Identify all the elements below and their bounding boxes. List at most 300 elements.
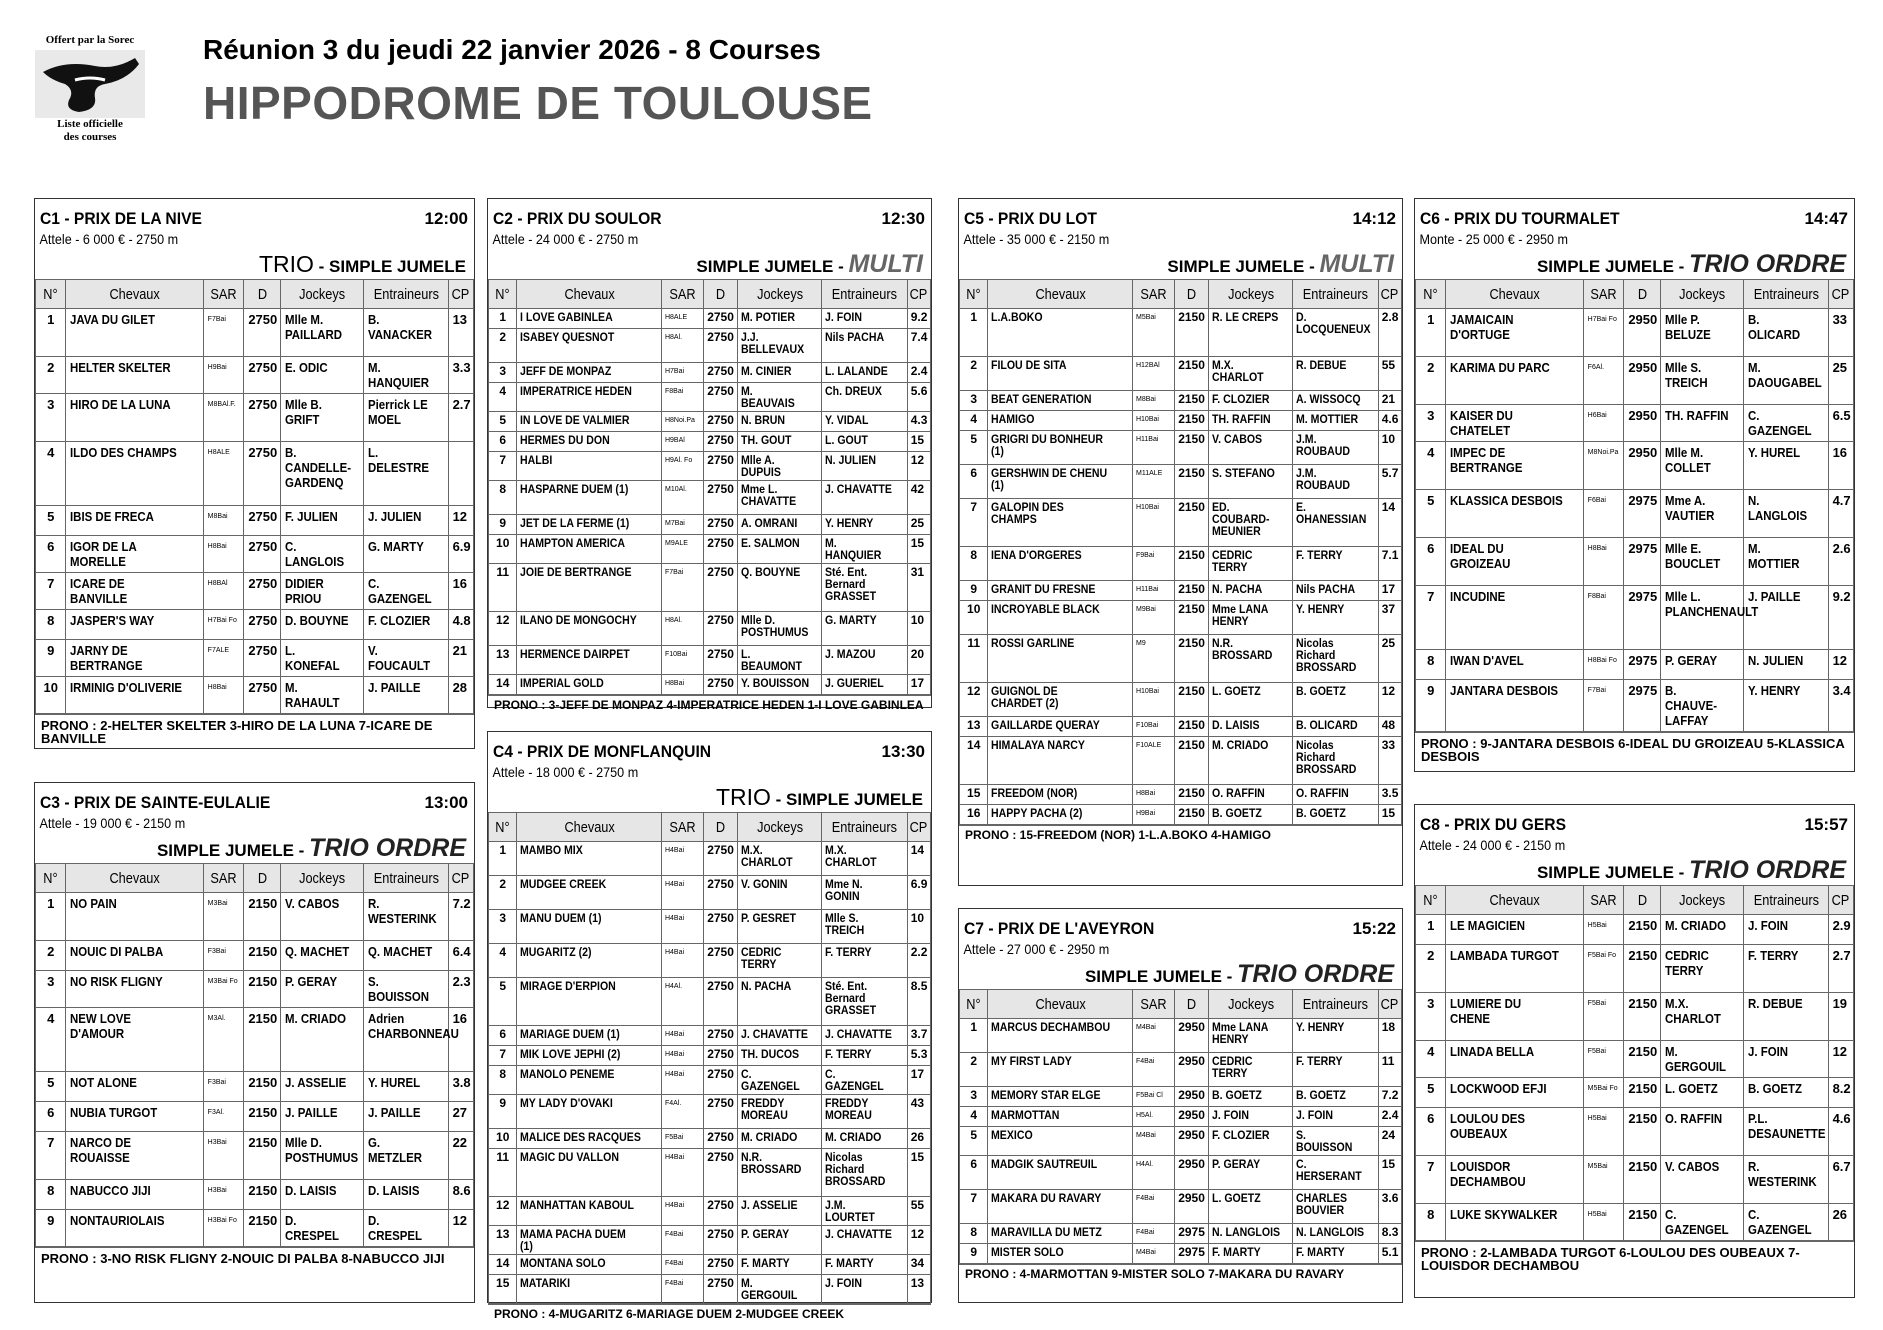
race-distance: 2150 — [244, 1132, 281, 1180]
runners-table — [35, 863, 474, 1247]
race-card-c5 — [958, 198, 1403, 886]
runner-number: 8 — [489, 481, 517, 515]
race-title: C4 - PRIX DE MONFLANQUIN — [493, 742, 712, 761]
trainer-name: J. PAILLE — [364, 677, 448, 714]
horse-name: MUDGEE CREEK — [517, 876, 662, 910]
odds-value: 2.7 — [1828, 945, 1853, 993]
runner-number: 2 — [36, 941, 66, 971]
horse-name: NOUIC DI PALBA — [66, 941, 203, 971]
odds-value: 6.9 — [907, 876, 930, 910]
odds-value: 2.9 — [1828, 915, 1853, 945]
odds-value: 25 — [1828, 357, 1853, 405]
race-distance: 2750 — [704, 675, 738, 695]
race-distance: 2150 — [1624, 945, 1661, 993]
runner-row — [1416, 1108, 1854, 1156]
jockey-name: Y. BOUISSON — [737, 675, 821, 695]
horse-name: NABUCCO JIJI — [66, 1180, 203, 1210]
horse-name: HAMIGO — [988, 411, 1133, 431]
trainer-name: FREDDY MOREAU — [822, 1095, 907, 1129]
runner-number: 5 — [489, 412, 517, 432]
trainer-name: L. LALANDE — [822, 363, 907, 383]
horse-name: NO RISK FLIGNY — [66, 971, 203, 1008]
col-header-jockey: Jockeys — [737, 813, 821, 842]
horse-sar: M9Bai — [1132, 601, 1174, 635]
horse-name: ISABEY QUESNOT — [517, 329, 662, 363]
race-distance: 2950 — [1175, 1107, 1209, 1127]
horse-sar: H4Bai — [661, 944, 703, 978]
runner-number: 8 — [36, 610, 66, 640]
race-card-c3 — [34, 782, 475, 1303]
horse-name: IMPERIAL GOLD — [517, 675, 662, 695]
trainer-name: Ch. DREUX — [822, 383, 907, 412]
race-card-c1 — [34, 198, 475, 749]
col-header-horse: Chevaux — [988, 990, 1133, 1019]
race-distance: 2975 — [1624, 650, 1661, 680]
col-header-num: N° — [960, 990, 988, 1019]
odds-value: 48 — [1378, 717, 1401, 737]
bet-secondary: SIMPLE JUMELE - — [156, 841, 310, 860]
odds-value: 2.6 — [1828, 538, 1853, 586]
col-header-cp: CP — [448, 864, 473, 893]
col-header-num: N° — [960, 280, 988, 309]
runner-number: 6 — [1416, 1108, 1446, 1156]
runner-row — [489, 1149, 931, 1197]
jockey-name: P. GESRET — [737, 910, 821, 944]
runner-number: 2 — [1416, 945, 1446, 993]
race-distance: 2150 — [1624, 1041, 1661, 1078]
runner-number: 14 — [489, 1255, 517, 1275]
runner-number: 12 — [489, 1197, 517, 1226]
runner-row — [489, 309, 931, 329]
race-prono: PRONO : 2-HELTER SKELTER 3-HIRO DE LA LUNA 7-ICARE DE BANVILLE — [35, 714, 474, 749]
runner-row — [1416, 945, 1854, 993]
jockey-name: B. GOETZ — [1208, 1087, 1292, 1107]
jockey-name: Mlle L. PLANCHENAULT — [1660, 586, 1743, 650]
col-header-dist: D — [1624, 886, 1661, 915]
horse-sar: F4Bai — [661, 1226, 703, 1255]
race-header — [959, 199, 1402, 229]
race-distance: 2750 — [244, 309, 281, 357]
race-header — [959, 909, 1402, 939]
col-header-jockey: Jockeys — [1208, 280, 1292, 309]
horse-name: IGOR DE LA MORELLE — [66, 536, 203, 573]
trainer-name: J. GUERIEL — [822, 675, 907, 695]
horse-sar: M3Bai Fo — [203, 971, 244, 1008]
horse-name: NEW LOVE D'AMOUR — [66, 1008, 203, 1072]
bet-primary: TRIO ORDRE — [309, 834, 466, 862]
runner-number: 1 — [489, 842, 517, 876]
horse-sar: M5Bai — [1132, 309, 1174, 357]
odds-value: 17 — [1378, 581, 1401, 601]
runner-row — [36, 309, 474, 357]
odds-value: 6.4 — [448, 941, 473, 971]
race-distance: 2150 — [1624, 915, 1661, 945]
odds-value: 3.4 — [1828, 680, 1853, 732]
horse-name: MATARIKI — [517, 1275, 662, 1304]
jockey-name: F. MARTY — [737, 1255, 821, 1275]
runner-row — [960, 411, 1402, 431]
jockey-name: ED. COUBARD-MEUNIER — [1208, 499, 1292, 547]
race-distance: 2950 — [1175, 1087, 1209, 1107]
horse-sar: M4Bai — [1132, 1019, 1174, 1053]
odds-value: 34 — [907, 1255, 930, 1275]
odds-value: 5.1 — [1378, 1244, 1401, 1264]
horse-name: JARNY DE BERTRANGE — [66, 640, 203, 677]
jockey-name: R. LE CREPS — [1208, 309, 1292, 357]
col-header-dist: D — [1624, 280, 1661, 309]
horse-sar: F4Bai — [661, 1275, 703, 1304]
runner-row — [489, 329, 931, 363]
col-header-horse: Chevaux — [1446, 886, 1583, 915]
col-header-jockey: Jockeys — [1660, 886, 1743, 915]
col-header-cp: CP — [1828, 280, 1853, 309]
runner-row — [1416, 650, 1854, 680]
col-header-cp: CP — [907, 280, 930, 309]
col-header-jockey: Jockeys — [1660, 280, 1743, 309]
trainer-name: J.M. ROUBAUD — [1293, 465, 1378, 499]
runner-row — [489, 564, 931, 612]
bet-types — [35, 833, 474, 863]
col-header-dist: D — [1175, 990, 1209, 1019]
race-distance: 2750 — [244, 610, 281, 640]
trainer-name: J. CHAVATTE — [822, 1226, 907, 1255]
runner-row — [960, 581, 1402, 601]
col-header-num: N° — [489, 280, 517, 309]
horse-name: GALOPIN DES CHAMPS — [988, 499, 1133, 547]
race-distance: 2150 — [1175, 309, 1209, 357]
runner-row — [1416, 1041, 1854, 1078]
runner-number: 7 — [1416, 1156, 1446, 1204]
race-time: 15:22 — [1352, 919, 1396, 938]
runner-number: 1 — [36, 309, 66, 357]
horse-sar: H4Bai — [661, 842, 703, 876]
bet-types — [959, 249, 1402, 279]
odds-value: 3.3 — [448, 357, 473, 394]
runner-row — [960, 805, 1402, 825]
odds-value: 10 — [1378, 431, 1401, 465]
horse-name: HELTER SKELTER — [66, 357, 203, 394]
odds-value: 5.3 — [907, 1046, 930, 1066]
horse-sar: H5Bai — [1583, 915, 1624, 945]
runner-number: 5 — [960, 1127, 988, 1156]
jockey-name: Mme LANA HENRY — [1208, 601, 1292, 635]
horse-sar: F6Al. — [1583, 357, 1624, 405]
col-header-trainer: Entraineurs — [364, 864, 448, 893]
horse-sar: H8Al. — [661, 612, 703, 646]
race-distance: 2750 — [244, 677, 281, 714]
col-header-cp: CP — [448, 280, 473, 309]
runner-number: 7 — [36, 573, 66, 610]
horse-name: MARMOTTAN — [988, 1107, 1133, 1127]
horse-name: MALICE DES RACQUES — [517, 1129, 662, 1149]
col-header-horse: Chevaux — [988, 280, 1133, 309]
runner-number: 5 — [1416, 490, 1446, 538]
runner-row — [489, 412, 931, 432]
jockey-name: E. ODIC — [280, 357, 363, 394]
runner-number: 7 — [1416, 586, 1446, 650]
jockey-name: J.J. BELLEVAUX — [737, 329, 821, 363]
runner-row — [960, 1087, 1402, 1107]
table-header-row — [1416, 886, 1854, 915]
trainer-name: G. MARTY — [822, 612, 907, 646]
runner-number: 9 — [36, 640, 66, 677]
odds-value: 7.4 — [907, 329, 930, 363]
race-distance: 2750 — [704, 1197, 738, 1226]
odds-value: 12 — [448, 506, 473, 536]
horse-sar: H8Bai — [661, 675, 703, 695]
trainer-name: R. DEBUE — [1744, 993, 1828, 1041]
jockey-name: Mme LANA HENRY — [1208, 1019, 1292, 1053]
odds-value: 10 — [907, 612, 930, 646]
runner-number: 3 — [36, 971, 66, 1008]
odds-value: 2.3 — [448, 971, 473, 1008]
odds-value: 21 — [448, 640, 473, 677]
odds-value: 13 — [448, 309, 473, 357]
runner-number: 2 — [489, 329, 517, 363]
runner-row — [960, 635, 1402, 683]
jockey-name: F. MARTY — [1208, 1244, 1292, 1264]
race-distance: 2750 — [704, 842, 738, 876]
runner-number: 5 — [1416, 1078, 1446, 1108]
odds-value: 2.4 — [907, 363, 930, 383]
odds-value: 21 — [1378, 391, 1401, 411]
race-distance: 2150 — [1175, 601, 1209, 635]
runner-row — [489, 363, 931, 383]
runner-number: 9 — [36, 1210, 66, 1247]
trainer-name: R. DEBUE — [1293, 357, 1378, 391]
race-distance: 2150 — [1175, 465, 1209, 499]
odds-value: 15 — [907, 1149, 930, 1197]
race-distance: 2750 — [704, 1275, 738, 1304]
race-distance: 2750 — [704, 876, 738, 910]
runner-number: 1 — [1416, 309, 1446, 357]
jockey-name: TH. RAFFIN — [1208, 411, 1292, 431]
race-distance: 2975 — [1624, 680, 1661, 732]
race-conditions: Attele - 27 000 € - 2950 m — [963, 941, 1110, 957]
horse-name: HAMPTON AMERICA — [517, 535, 662, 564]
runner-number: 8 — [960, 1224, 988, 1244]
runner-number: 4 — [489, 944, 517, 978]
odds-value: 12 — [907, 452, 930, 481]
jockey-name: O. RAFFIN — [1208, 785, 1292, 805]
runner-row — [36, 677, 474, 714]
trainer-name: M.X. CHARLOT — [822, 842, 907, 876]
odds-value: 26 — [1828, 1204, 1853, 1241]
race-distance: 2750 — [704, 329, 738, 363]
horse-sar: H9Al. Fo — [661, 452, 703, 481]
odds-value: 25 — [1378, 635, 1401, 683]
col-header-num: N° — [1416, 886, 1446, 915]
col-header-dist: D — [244, 864, 281, 893]
runner-row — [489, 1226, 931, 1255]
jockey-name: P. GERAY — [1208, 1156, 1292, 1190]
horse-name: HAPPY PACHA (2) — [988, 805, 1133, 825]
runner-number: 9 — [1416, 680, 1446, 732]
runner-row — [489, 1095, 931, 1129]
col-header-cp: CP — [1378, 990, 1401, 1019]
jockey-name: Mlle D. POSTHUMUS — [737, 612, 821, 646]
runner-number: 2 — [1416, 357, 1446, 405]
race-distance: 2950 — [1624, 357, 1661, 405]
race-conditions: Monte - 25 000 € - 2950 m — [1419, 231, 1568, 247]
horse-sar: F5Bai — [1583, 993, 1624, 1041]
horse-sar: H4Bai — [661, 1066, 703, 1095]
jockey-name: M.X. CHARLOT — [737, 842, 821, 876]
col-header-cp: CP — [907, 813, 930, 842]
race-title: C6 - PRIX DU TOURMALET — [1420, 209, 1620, 228]
horse-sar: H4Bai — [661, 1197, 703, 1226]
race-conditions: Attele - 18 000 € - 2750 m — [492, 764, 639, 780]
runner-row — [960, 391, 1402, 411]
horse-name: MONTANA SOLO — [517, 1255, 662, 1275]
runner-row — [1416, 442, 1854, 490]
trainer-name: Q. MACHET — [364, 941, 448, 971]
race-distance: 2750 — [704, 309, 738, 329]
runner-number: 1 — [36, 893, 66, 941]
odds-value: 8.6 — [448, 1180, 473, 1210]
horse-name: NO PAIN — [66, 893, 203, 941]
jockey-name: Mlle D. POSTHUMUS — [280, 1132, 363, 1180]
race-title: C8 - PRIX DU GERS — [1420, 815, 1567, 834]
race-distance: 2150 — [1175, 581, 1209, 601]
jockey-name: N.R. BROSSARD — [737, 1149, 821, 1197]
horse-name: MARCUS DECHAMBOU — [988, 1019, 1133, 1053]
runner-row — [36, 506, 474, 536]
jockey-name: M. RAHAULT — [280, 677, 363, 714]
horse-sar: H5Bai — [1583, 1108, 1624, 1156]
horse-sar: F6Bai — [1583, 490, 1624, 538]
col-header-num: N° — [36, 864, 66, 893]
bet-types — [35, 249, 474, 279]
trainer-name: F. TERRY — [1744, 945, 1828, 993]
runner-row — [36, 394, 474, 442]
jockey-name: Mlle S. TREICH — [1660, 357, 1743, 405]
trainer-name: C. HERSERANT — [1293, 1156, 1378, 1190]
trainer-name: G. METZLER — [364, 1132, 448, 1180]
race-distance: 2975 — [1175, 1224, 1209, 1244]
jockey-name: M. CRIADO — [1660, 915, 1743, 945]
runner-row — [1416, 1204, 1854, 1241]
horse-name: IMPERATRICE HEDEN — [517, 383, 662, 412]
col-header-sar: SAR — [661, 813, 703, 842]
jockey-name: Mlle A. DUPUIS — [737, 452, 821, 481]
jockey-name: L. GOETZ — [1208, 1190, 1292, 1224]
runner-row — [960, 717, 1402, 737]
horse-sar: H10Bai — [1132, 683, 1174, 717]
runner-row — [36, 573, 474, 610]
runner-row — [489, 535, 931, 564]
runner-row — [489, 1255, 931, 1275]
col-header-trainer: Entraineurs — [364, 280, 448, 309]
trainer-name: Y. HUREL — [364, 1072, 448, 1102]
horse-sar: M5Bai Fo — [1583, 1078, 1624, 1108]
race-distance: 2150 — [244, 1210, 281, 1247]
runner-row — [489, 978, 931, 1026]
odds-value: 2.8 — [1378, 309, 1401, 357]
trainer-name: F. MARTY — [822, 1255, 907, 1275]
horse-name: INCROYABLE BLACK — [988, 601, 1133, 635]
jockey-name: Mme A. VAUTIER — [1660, 490, 1743, 538]
odds-value: 25 — [907, 515, 930, 535]
odds-value: 12 — [1828, 650, 1853, 680]
horse-name: JASPER'S WAY — [66, 610, 203, 640]
horse-sar: H6Bai — [1583, 405, 1624, 442]
runner-row — [36, 442, 474, 506]
horse-name: LUMIERE DU CHENE — [1446, 993, 1583, 1041]
race-distance: 2150 — [244, 1008, 281, 1072]
col-header-sar: SAR — [203, 280, 244, 309]
trainer-name: J. FOIN — [1744, 915, 1828, 945]
odds-value: 27 — [448, 1102, 473, 1132]
odds-value: 5.6 — [907, 383, 930, 412]
horse-name: GAILLARDE QUERAY — [988, 717, 1133, 737]
runner-row — [960, 1224, 1402, 1244]
odds-value: 6.9 — [448, 536, 473, 573]
horse-sar: H4Al. — [661, 978, 703, 1026]
horse-sar: F5Bai — [661, 1129, 703, 1149]
trainer-name: J. FOIN — [1293, 1107, 1378, 1127]
horse-sar: F10ALE — [1132, 737, 1174, 785]
horse-sar: F3Al. — [203, 1102, 244, 1132]
runner-row — [960, 1053, 1402, 1087]
odds-value: 3.5 — [1378, 785, 1401, 805]
odds-value: 2.7 — [448, 394, 473, 442]
race-distance: 2975 — [1624, 538, 1661, 586]
horse-sar: H5Bai — [1583, 1204, 1624, 1241]
race-distance: 2975 — [1624, 490, 1661, 538]
jockey-name: Mlle M. PAILLARD — [280, 309, 363, 357]
odds-value: 11 — [1378, 1053, 1401, 1087]
race-title: C3 - PRIX DE SAINTE-EULALIE — [40, 793, 271, 812]
race-distance: 2950 — [1175, 1053, 1209, 1087]
odds-value: 17 — [907, 1066, 930, 1095]
race-distance: 2750 — [704, 944, 738, 978]
horse-sar: H9BAl — [661, 432, 703, 452]
odds-value: 7.2 — [448, 893, 473, 941]
race-distance: 2150 — [1624, 993, 1661, 1041]
horse-sar: M11ALE — [1132, 465, 1174, 499]
trainer-name: S. BOUISSON — [364, 971, 448, 1008]
race-distance: 2750 — [704, 412, 738, 432]
runner-number: 6 — [36, 1102, 66, 1132]
odds-value: 2.2 — [907, 944, 930, 978]
trainer-name: J. CHAVATTE — [822, 1026, 907, 1046]
runner-number: 14 — [960, 737, 988, 785]
horse-name: IENA D'ORGERES — [988, 547, 1133, 581]
jockey-name: C. LANGLOIS — [280, 536, 363, 573]
bet-primary: TRIO ORDRE — [1237, 960, 1394, 988]
race-distance: 2150 — [1175, 717, 1209, 737]
col-header-trainer: Entraineurs — [1293, 280, 1378, 309]
runner-number: 4 — [960, 1107, 988, 1127]
trainer-name: J.M. LOURTET — [822, 1197, 907, 1226]
col-header-trainer: Entraineurs — [1744, 886, 1828, 915]
horse-sar: F5Bai Cl — [1132, 1087, 1174, 1107]
race-header — [488, 732, 931, 762]
table-header-row — [960, 990, 1402, 1019]
odds-value: 5.7 — [1378, 465, 1401, 499]
race-distance: 2750 — [704, 1129, 738, 1149]
bet-secondary: - SIMPLE JUMELE — [770, 790, 923, 809]
race-distance: 2750 — [704, 1095, 738, 1129]
trainer-name: F. CLOZIER — [364, 610, 448, 640]
bet-types — [1415, 855, 1854, 885]
horse-name: MADGIK SAUTREUIL — [988, 1156, 1133, 1190]
jockey-name: Mlle M. COLLET — [1660, 442, 1743, 490]
col-header-jockey: Jockeys — [1208, 990, 1292, 1019]
jockey-name: V. GONIN — [737, 876, 821, 910]
trainer-name: F. TERRY — [822, 1046, 907, 1066]
